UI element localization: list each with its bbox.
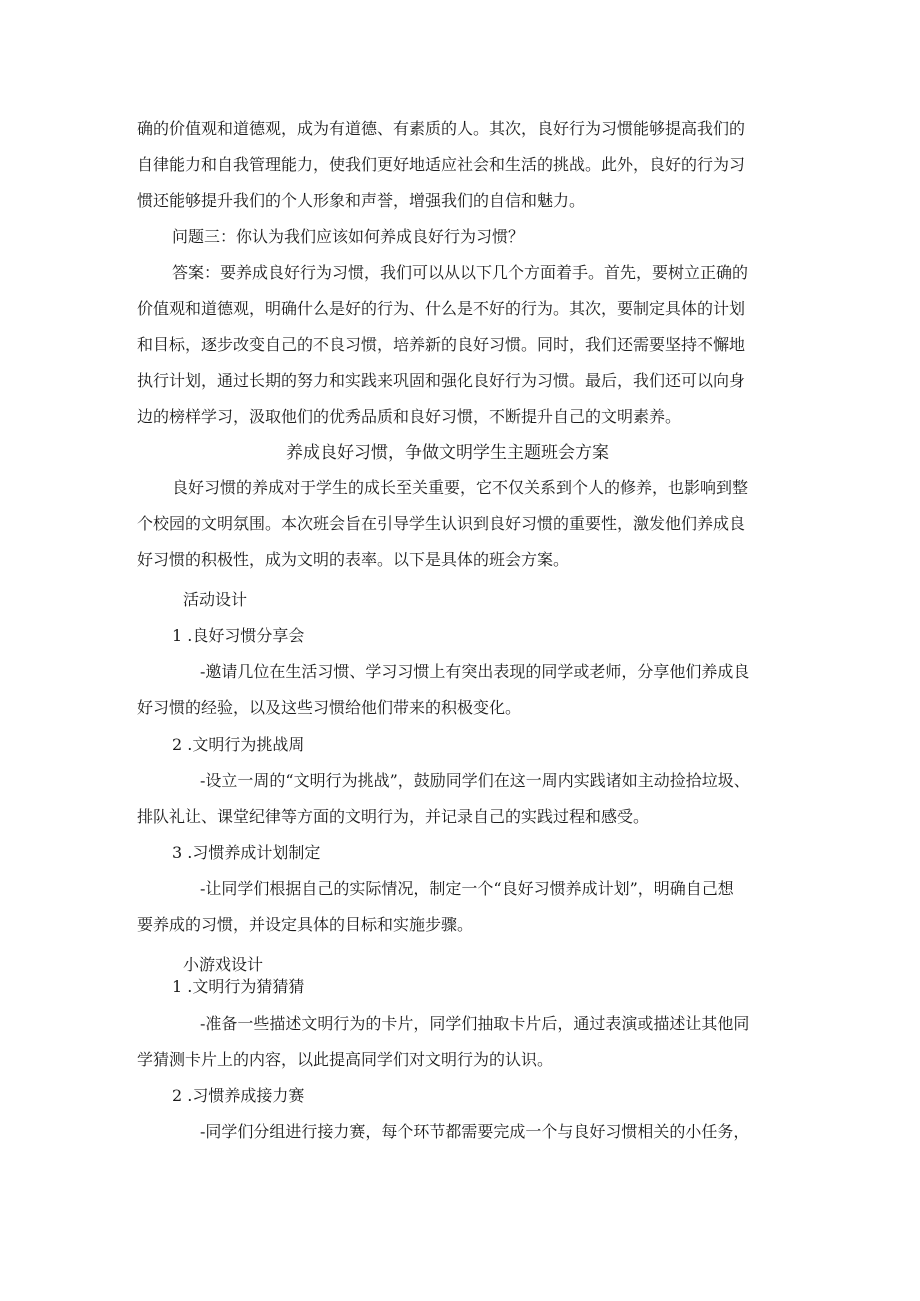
list-item-text: -邀请几位在生活习惯、学习习惯上有突出表现的同学或老师，分享他们养成良	[200, 662, 750, 681]
answer-line: 执行计划，通过长期的努力和实践来巩固和强化良好行为习惯。最后，我们还可以向身	[137, 371, 746, 390]
intro-line: 好习惯的积极性，成为文明的表率。以下是具体的班会方案。	[137, 550, 570, 569]
paragraph-line: 惯还能够提升我们的个人形象和声誉，增强我们的自信和魅力。	[137, 191, 586, 210]
paragraph-line: 确的价值观和道德观，成为有道德、有素质的人。其次，良好行为习惯能够提高我们的	[137, 119, 746, 138]
intro-line: 良好习惯的养成对于学生的成长至关重要，它不仅关系到个人的修养，也影响到整	[172, 478, 749, 497]
list-item-title: 2 .习惯养成接力赛	[172, 1086, 305, 1105]
list-item-text: -准备一些描述文明行为的卡片，同学们抽取卡片后，通过表演或描述让其他同	[200, 1014, 750, 1033]
list-item-text: -让同学们根据自己的实际情况，制定一个“良好习惯养成计划”，明确自己想	[200, 879, 734, 898]
list-item-text: 要养成的习惯，并设定具体的目标和实施步骤。	[137, 915, 474, 934]
list-item-text: 学猜测卡片上的内容，以此提高同学们对文明行为的认识。	[137, 1050, 554, 1069]
list-item-text: -同学们分组进行接力赛，每个环节都需要完成一个与良好习惯相关的小任务，	[200, 1122, 750, 1141]
section-title: 养成良好习惯，争做文明学生主题班会方案	[286, 443, 609, 463]
list-item-text: 好习惯的经验，以及这些习惯给他们带来的积极变化。	[137, 698, 522, 717]
list-item-title: 2 .文明行为挑战周	[172, 735, 305, 754]
list-item-text: -设立一周的“文明行为挑战”，鼓励同学们在这一周内实践诸如主动捡拾垃圾、	[200, 771, 750, 790]
list-item-text: 排队礼让、课堂纪律等方面的文明行为，并记录自己的实践过程和感受。	[137, 807, 650, 826]
answer-line: 答案：要养成良好行为习惯，我们可以从以下几个方面着手。首先，要树立正确的	[172, 263, 749, 282]
answer-line: 边的榜样学习，汲取他们的优秀品质和良好习惯，不断提升自己的文明素养。	[137, 407, 682, 426]
question-heading: 问题三：你认为我们应该如何养成良好行为习惯？	[172, 227, 525, 246]
list-item-title: 1 .文明行为猜猜猜	[172, 977, 305, 996]
answer-line: 价值观和道德观，明确什么是好的行为、什么是不好的行为。其次，要制定具体的计划	[137, 299, 746, 318]
intro-line: 个校园的文明氛围。本次班会旨在引导学生认识到良好习惯的重要性，激发他们养成良	[137, 514, 746, 533]
subsection-heading: 活动设计	[183, 590, 248, 609]
subsection-heading: 小游戏设计	[183, 955, 264, 974]
list-item-title: 3 .习惯养成计划制定	[172, 843, 321, 862]
paragraph-line: 自律能力和自我管理能力，使我们更好地适应社会和生活的挑战。此外，良好的行为习	[137, 155, 746, 174]
list-item-title: 1 .良好习惯分享会	[172, 626, 305, 645]
answer-line: 和目标，逐步改变自己的不良习惯，培养新的良好习惯。同时，我们还需要坚持不懈地	[137, 335, 746, 354]
